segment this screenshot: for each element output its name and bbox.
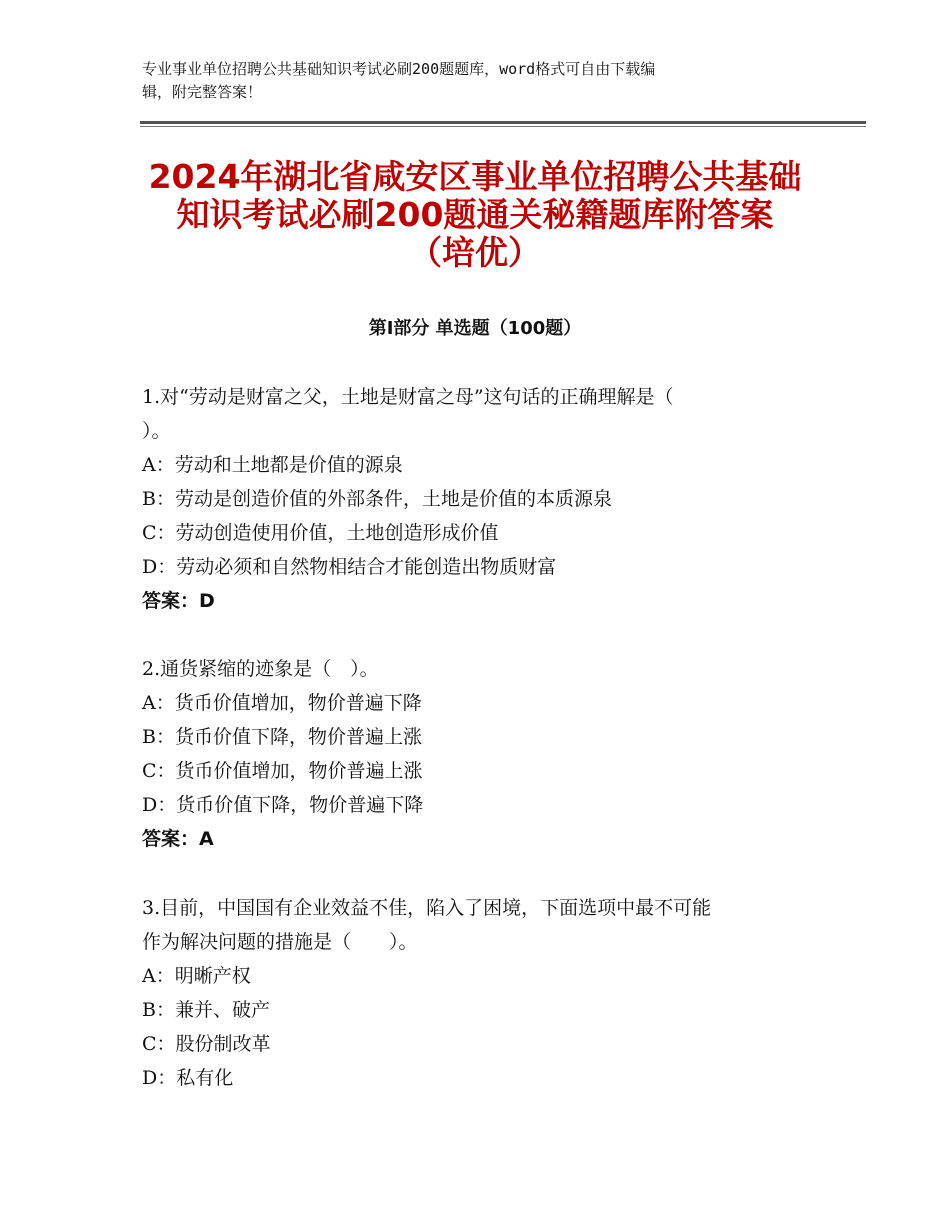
question-stem: 3.目前，中国国有企业效益不佳，陷入了困境，下面选项中最不可能 <box>142 897 712 919</box>
header-divider <box>140 121 866 124</box>
option-c: C：股份制改革 <box>142 1033 271 1055</box>
question-stem: 2.通货紧缩的迹象是（ ）。 <box>142 658 379 680</box>
question-stem: ）。 <box>142 420 171 442</box>
answer: 答案：A <box>142 828 214 850</box>
document-title <box>60 158 890 272</box>
header-note-line: 辑，附完整答案！ <box>142 83 263 101</box>
option-a: A：货币价值增加，物价普遍下降 <box>142 692 422 714</box>
section-heading: 第Ⅰ部分 单选题（100题） <box>368 318 582 339</box>
option-d: D：货币价值下降，物价普遍下降 <box>142 794 424 816</box>
option-c: C：劳动创造使用价值，土地创造形成价值 <box>142 522 499 544</box>
option-d: D：私有化 <box>142 1067 234 1089</box>
question-stem: 1.对“劳动是财富之父，土地是财富之母”这句话的正确理解是（ <box>142 386 674 408</box>
option-a: A：明晰产权 <box>142 965 251 987</box>
question-stem: 作为解决问题的措施是（ ）。 <box>142 931 418 953</box>
answer: 答案：D <box>142 590 215 612</box>
question-2 <box>142 652 812 856</box>
header-divider-thin <box>140 126 866 127</box>
question-3 <box>142 891 812 1095</box>
option-b: B：兼并、破产 <box>142 999 270 1021</box>
option-c: C：货币价值增加，物价普遍上涨 <box>142 760 423 782</box>
option-a: A：劳动和土地都是价值的源泉 <box>142 454 403 476</box>
option-d: D：劳动必须和自然物相结合才能创造出物质财富 <box>142 556 557 578</box>
option-b: B：货币价值下降，物价普遍上涨 <box>142 726 422 748</box>
title-line: 知识考试必刷200题通关秘籍题库附答案 <box>176 195 774 234</box>
header-note <box>142 58 802 104</box>
title-line: （培优） <box>409 233 541 272</box>
question-1 <box>142 380 812 618</box>
header-note-line: 专业事业单位招聘公共基础知识考试必刷200题题库，word格式可自由下载编 <box>142 60 656 78</box>
title-line: 2024年湖北省咸安区事业单位招聘公共基础 <box>148 157 802 196</box>
option-b: B：劳动是创造价值的外部条件，土地是价值的本质源泉 <box>142 488 612 510</box>
